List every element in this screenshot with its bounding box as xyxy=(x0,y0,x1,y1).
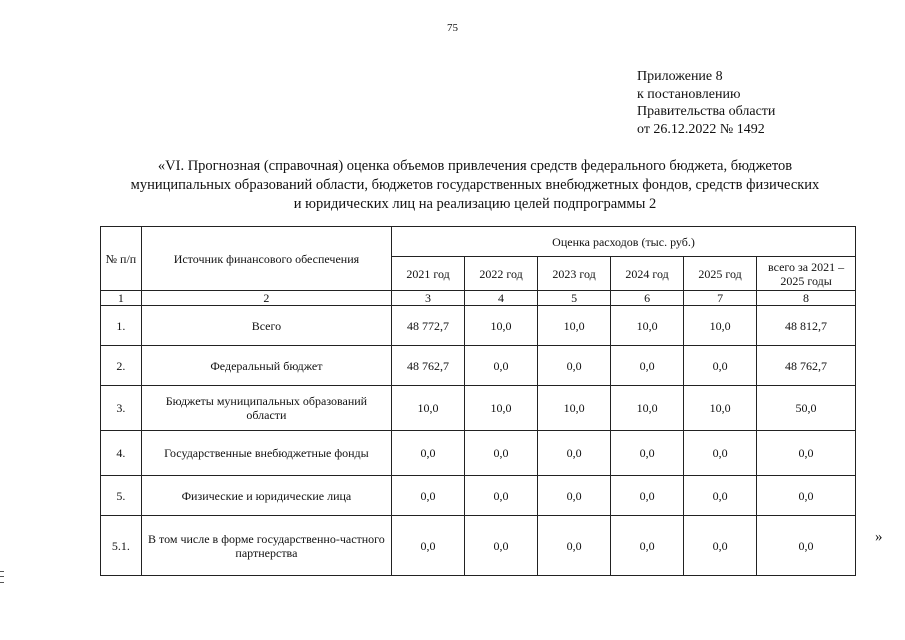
row-source: Всего xyxy=(141,306,391,346)
table-row xyxy=(101,386,856,431)
column-number: 7 xyxy=(684,291,757,306)
header-year: 2025 год xyxy=(684,257,757,291)
cell-total: 50,0 xyxy=(757,386,856,431)
cell-value: 0,0 xyxy=(465,476,538,516)
column-number: 6 xyxy=(611,291,684,306)
cell-value: 0,0 xyxy=(538,346,611,386)
margin-mark xyxy=(0,571,4,583)
cell-total: 0,0 xyxy=(757,476,856,516)
cell-value: 0,0 xyxy=(684,346,757,386)
row-source: Бюджеты муниципальных образований области xyxy=(141,386,391,431)
row-source: Государственные внебюджетные фонды xyxy=(141,431,391,476)
closing-quote: » xyxy=(875,529,883,545)
cell-value: 10,0 xyxy=(392,386,465,431)
header-source: Источник финансового обеспечения xyxy=(141,227,391,291)
header-total: всего за 2021 – 2025 годы xyxy=(757,257,856,291)
cell-value: 0,0 xyxy=(538,516,611,576)
header-number: № п/п xyxy=(101,227,142,291)
cell-total: 48 762,7 xyxy=(757,346,856,386)
cell-value: 10,0 xyxy=(538,386,611,431)
cell-value: 0,0 xyxy=(538,476,611,516)
cell-value: 10,0 xyxy=(684,306,757,346)
row-number: 5.1. xyxy=(101,516,142,576)
financing-table xyxy=(100,226,856,576)
cell-total: 0,0 xyxy=(757,431,856,476)
cell-value: 10,0 xyxy=(465,306,538,346)
appendix-line: Правительства области xyxy=(637,104,776,119)
cell-value: 0,0 xyxy=(465,516,538,576)
cell-value: 0,0 xyxy=(611,346,684,386)
appendix-line: Приложение 8 xyxy=(637,69,723,84)
cell-value: 0,0 xyxy=(684,476,757,516)
cell-value: 0,0 xyxy=(684,431,757,476)
table-row xyxy=(101,306,856,346)
column-number: 2 xyxy=(141,291,391,306)
row-number: 1. xyxy=(101,306,142,346)
row-number: 3. xyxy=(101,386,142,431)
cell-value: 0,0 xyxy=(611,431,684,476)
column-number: 8 xyxy=(757,291,856,306)
row-number: 2. xyxy=(101,346,142,386)
row-number: 5. xyxy=(101,476,142,516)
cell-value: 0,0 xyxy=(465,431,538,476)
table-row xyxy=(101,431,856,476)
column-number: 4 xyxy=(465,291,538,306)
cell-value: 48 762,7 xyxy=(392,346,465,386)
row-number: 4. xyxy=(101,431,142,476)
header-year: 2023 год xyxy=(538,257,611,291)
cell-value: 0,0 xyxy=(611,516,684,576)
page-number: 75 xyxy=(447,22,458,34)
row-source: В том числе в форме государственно-частного партнерства xyxy=(141,516,391,576)
column-number: 1 xyxy=(101,291,142,306)
column-number: 5 xyxy=(538,291,611,306)
cell-value: 0,0 xyxy=(538,431,611,476)
cell-value: 0,0 xyxy=(465,346,538,386)
header-expense-estimate: Оценка расходов (тыс. руб.) xyxy=(392,227,856,257)
cell-value: 10,0 xyxy=(611,386,684,431)
appendix-block xyxy=(637,68,775,138)
table-row xyxy=(101,346,856,386)
row-source: Физические и юридические лица xyxy=(141,476,391,516)
cell-value: 48 772,7 xyxy=(392,306,465,346)
cell-value: 10,0 xyxy=(465,386,538,431)
cell-value: 0,0 xyxy=(684,516,757,576)
header-year: 2024 год xyxy=(611,257,684,291)
cell-value: 10,0 xyxy=(538,306,611,346)
table-row xyxy=(101,476,856,516)
header-year: 2021 год xyxy=(392,257,465,291)
section-heading: «VI. Прогнозная (справочная) оценка объемов привлечения средств федерального бюджета, бюджетов муниципальных образований области, бюджетов государственных внебюджетных фондов, средств физических и юридических лиц на реализацию целей подпрограммы 2 xyxy=(130,158,820,212)
cell-value: 0,0 xyxy=(392,476,465,516)
cell-total: 48 812,7 xyxy=(757,306,856,346)
appendix-line: к постановлению xyxy=(637,86,741,102)
cell-value: 0,0 xyxy=(392,431,465,476)
cell-value: 0,0 xyxy=(611,476,684,516)
cell-value: 10,0 xyxy=(684,386,757,431)
table-row xyxy=(101,516,856,576)
cell-value: 10,0 xyxy=(611,306,684,346)
cell-value: 0,0 xyxy=(392,516,465,576)
column-number-row xyxy=(101,291,856,306)
appendix-line: от 26.12.2022 № 1492 xyxy=(637,121,765,137)
column-number: 3 xyxy=(392,291,465,306)
cell-total: 0,0 xyxy=(757,516,856,576)
row-source: Федеральный бюджет xyxy=(141,346,391,386)
header-row xyxy=(101,227,856,257)
header-year: 2022 год xyxy=(465,257,538,291)
